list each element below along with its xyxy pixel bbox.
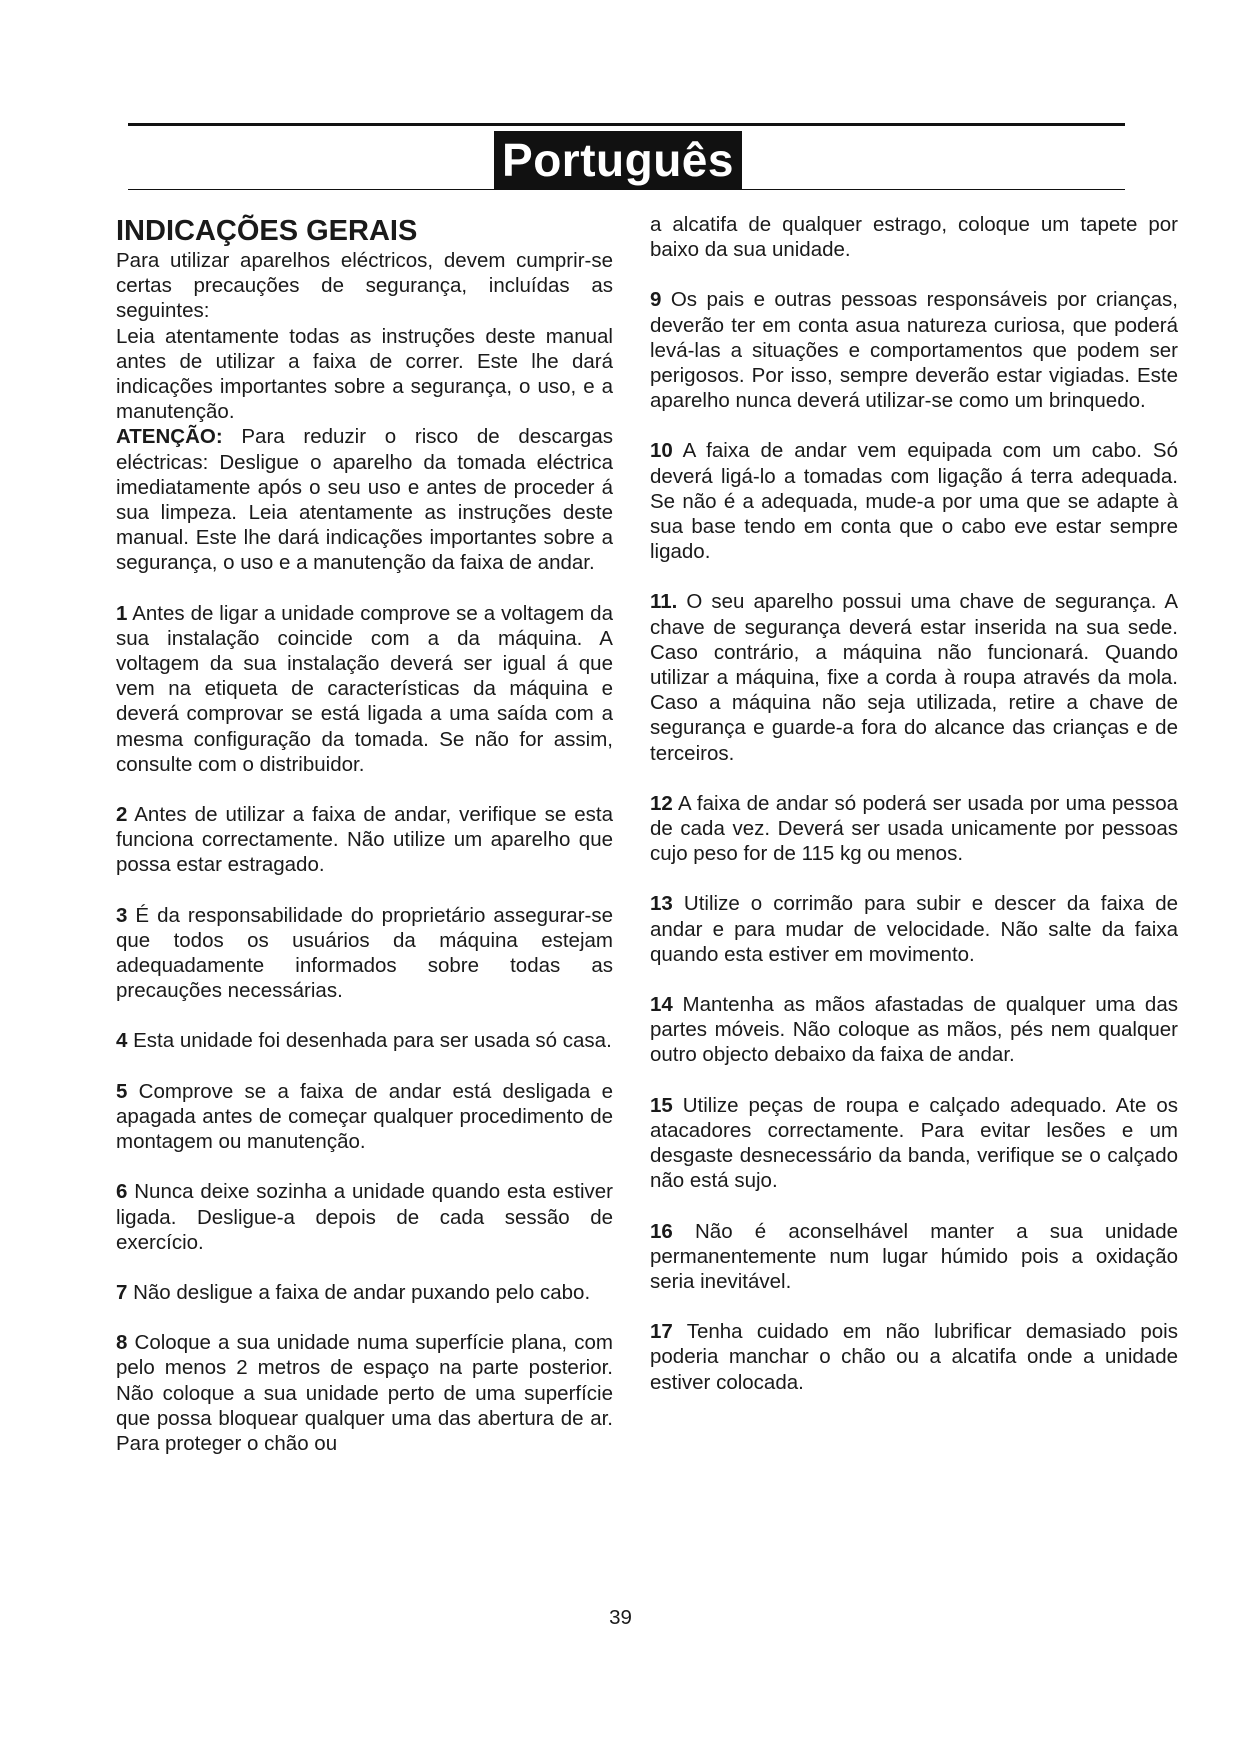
- list-item: [650, 438, 1178, 564]
- item-text: Nunca deixe sozinha a unidade quando esta estiver ligada. Desligue-a depois de cada sessão de exercício.: [116, 1180, 613, 1254]
- header-rule-bottom: [128, 189, 1125, 190]
- item-text: Mantenha as mãos afastadas de qualquer uma das partes móveis. Não coloque as mãos, pés nem qualquer outro objecto debaixo da faixa de andar.: [650, 993, 1178, 1067]
- page-number: 39: [609, 1606, 632, 1629]
- item-number: 7: [116, 1280, 128, 1304]
- item-text: A faixa de andar só poderá ser usada por uma pessoa de cada vez. Deverá ser usada unicamente por pessoas cujo peso for de 115 kg ou menos.: [650, 791, 1178, 866]
- list-item: [116, 1179, 613, 1255]
- list-item: [116, 1280, 613, 1305]
- list-item: [650, 1093, 1178, 1194]
- attention-label: ATENÇÃO:: [116, 425, 223, 449]
- left-column: [116, 210, 613, 1456]
- item-text: O seu aparelho possui uma chave de segurança. A chave de segurança deverá estar inserida na sua sede. Caso contrário, a máquina não funcionará. Quando utilizar a máquina, fixe a corda à roupa através da mola. Caso a máquina não seja utilizada, retire a chave de segurança e guarde-a fora do alcance das crianças e de terceiros.: [650, 590, 1178, 765]
- item-text: Utilize o corrimão para subir e descer da faixa de andar e para mudar de velocidade. Não salte da faixa quando esta estiver em movimento.: [650, 892, 1178, 966]
- list-item: [116, 1079, 613, 1155]
- item-text: Comprove se a faixa de andar está desligada e apagada antes de começar qualquer procedimento de montagem ou manutenção.: [116, 1079, 613, 1154]
- intro-paragraph-1: Para utilizar aparelhos eléctricos, devem cumprir-se certas precauções de segurança, incluídas as seguintes:: [116, 249, 613, 323]
- item-number: 1: [116, 601, 128, 625]
- item-text: Antes de utilizar a faixa de andar, verifique se esta funciona correctamente. Não utilize um aparelho que possa estar estragado.: [116, 803, 613, 877]
- item-number: 6: [116, 1180, 128, 1204]
- list-item: [650, 1219, 1178, 1295]
- header-rule-top: [128, 123, 1125, 126]
- item-number: 4: [116, 1029, 128, 1053]
- item-number: 3: [116, 903, 128, 927]
- item-number: 10: [650, 439, 673, 463]
- item-number: 15: [650, 1093, 673, 1117]
- item-number: 9: [650, 288, 662, 312]
- item-text: Utilize peças de roupa e calçado adequado. Ate os atacadores correctamente. Para evitar lesões e um desgaste desnecessário da banda, verifique se o calçado não está sujo.: [650, 1093, 1178, 1193]
- section-title: INDICAÇÕES GERAIS: [116, 215, 418, 247]
- intro-paragraph-2: Leia atentamente todas as instruções deste manual antes de utilizar a faixa de correr. Este lhe dará indicações importantes sobre a segurança, o uso, e a manutenção.: [116, 324, 613, 424]
- item-text: Coloque a sua unidade numa superfície plana, com pelo menos 2 metros de espaço na parte posterior. Não coloque a sua unidade perto de uma superfície que possa bloquear qualquer uma das abertura de ar. Para proteger o chão ou: [116, 1331, 613, 1455]
- list-item: [650, 287, 1178, 413]
- item-text: Não é aconselhável manter a sua unidade permanentemente num lugar húmido pois a oxidação seria inevitável.: [650, 1219, 1178, 1293]
- item-number: 11.: [650, 590, 678, 614]
- list-item: [116, 802, 613, 878]
- language-banner: Português: [494, 131, 742, 189]
- item-text: A faixa de andar vem equipada com um cabo. Só deverá ligá-lo a tomadas com ligação á terra adequada. Se não é a adequada, mude-a por uma que se adapte à sua base tendo em conta que o cabo eve estar sempre ligado.: [650, 439, 1178, 564]
- attention-text: Para reduzir o risco de descargas eléctricas: Desligue o aparelho da tomada eléctrica imediatamente após o seu uso e antes de proceder á sua limpeza. Leia atentamente as instruções deste manual. Este lhe dará indicações importantes sobre a segurança, o uso e a manutenção da faixa de andar.: [116, 425, 613, 575]
- item-text: Antes de ligar a unidade comprove se a voltagem da sua instalação coincide com a da máquina. A voltagem da sua instalação deverá ser igual á que vem na etiqueta de características da máquina e deverá comprovar se está ligada a uma saída com a mesma configuração da tomada. Se não for assim, consulte com o distribuidor.: [116, 601, 613, 776]
- list-item: [116, 1028, 613, 1053]
- item-number: 12: [650, 791, 673, 815]
- item-number: 13: [650, 892, 673, 916]
- item-text: Tenha cuidado em não lubrificar demasiado pois poderia manchar o chão ou a alcatifa onde a unidade estiver colocada.: [650, 1320, 1178, 1394]
- list-item: [650, 1319, 1178, 1395]
- item-text: Esta unidade foi desenhada para ser usada só casa.: [127, 1029, 612, 1053]
- item-text: Não desligue a faixa de andar puxando pelo cabo.: [127, 1280, 591, 1304]
- list-item: [650, 992, 1178, 1068]
- list-item: [650, 589, 1178, 765]
- item-number: 16: [650, 1219, 673, 1243]
- list-item: [116, 601, 613, 777]
- item-number: 5: [116, 1079, 128, 1103]
- item-text: Os pais e outras pessoas responsáveis por crianças, deverão ter em conta asua natureza curiosa, que poderá levá-las a situações e comportamentos que podem ser perigosos. Por isso, sempre deverão estar vigiadas. Este aparelho nunca deverá utilizar-se como um brinquedo.: [650, 288, 1178, 413]
- list-item: [116, 903, 613, 1004]
- list-item: [116, 1330, 613, 1456]
- item-number: 2: [116, 803, 128, 827]
- right-column: [650, 212, 1178, 1420]
- item-number: 14: [650, 993, 673, 1017]
- list-item-continued: a alcatifa de qualquer estrago, coloque um tapete por baixo da sua unidade.: [650, 213, 1178, 262]
- list-item: [650, 891, 1178, 967]
- item-number: 8: [116, 1331, 128, 1355]
- list-item: [650, 791, 1178, 867]
- attention-paragraph: [116, 424, 613, 575]
- item-number: 17: [650, 1320, 673, 1344]
- item-text: É da responsabilidade do proprietário assegurar-se que todos os usuários da máquina estejam adequadamente informados sobre todas as precauções necessárias.: [116, 903, 613, 1003]
